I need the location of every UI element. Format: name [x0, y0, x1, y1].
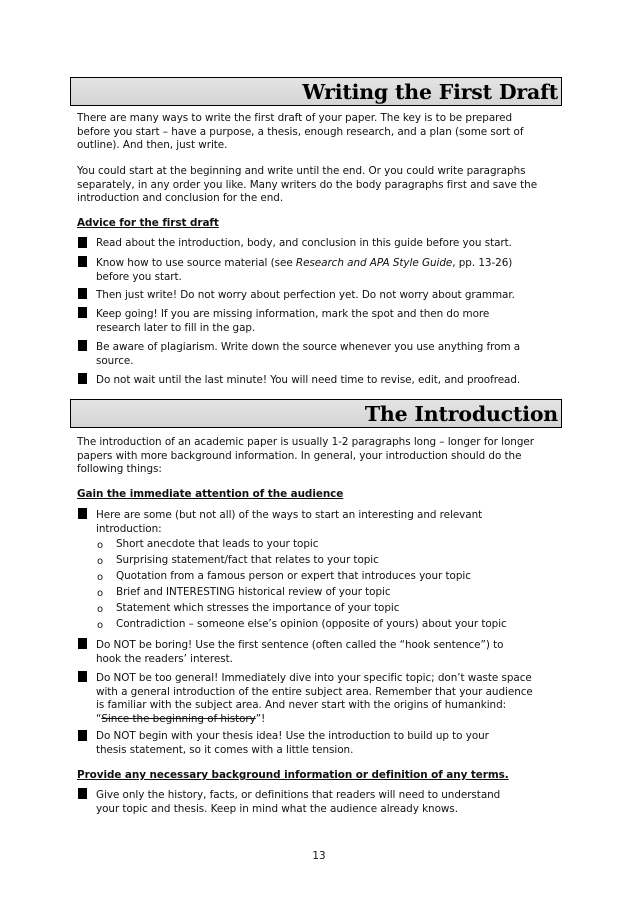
paragraph-line: The introduction of an academic paper is usually 1-2 paragraphs long – longer for longer: [77, 436, 534, 448]
bullet-text: Give only the history, facts, or definitions that readers will need to understand: [96, 789, 501, 801]
bullet-text: research later to fill in the gap.: [96, 321, 256, 334]
bullet-text: hook the readers’ interest.: [96, 652, 233, 665]
bullet-text: Do NOT begin with your thesis idea! Use the introduction to build up to your: [96, 730, 489, 742]
bullet-square-icon: [78, 373, 87, 384]
page-number: 13: [312, 850, 326, 862]
sub-bullet-text: Short anecdote that leads to your topic: [116, 538, 319, 550]
bullet-text: is familiar with the subject area. And never start with the origins of humankind:: [96, 699, 507, 711]
bullet-text: with a general introduction of the entire subject area. Remember that your audience: [96, 685, 533, 698]
struck-example: Since the beginning of history: [101, 712, 256, 725]
bullet-text: thesis statement, so it comes with a little tension.: [96, 743, 354, 756]
bullet-text: Keep going! If you are missing information, mark the spot and then do more: [96, 308, 490, 320]
bullet-square-icon: [78, 730, 87, 741]
bullet-square-icon: [78, 788, 87, 799]
bullet-square-icon: [78, 307, 87, 318]
bullet-text: Here are some (but not all) of the ways to start an interesting and relevant: [96, 509, 483, 521]
sub-bullet-circle-icon: o: [97, 572, 104, 583]
sub-bullet-circle-icon: o: [97, 588, 104, 599]
bullet-text: “Since the beginning of history”!: [96, 712, 266, 725]
section-heading: Writing the First Draft: [302, 80, 558, 104]
subheading: Provide any necessary background information or definition of any terms.: [77, 769, 509, 781]
bullet-text: Then just write! Do not worry about perfection yet. Do not worry about grammar.: [96, 289, 515, 301]
paragraph-line: outline). And then, just write.: [77, 139, 228, 151]
sub-bullet-circle-icon: o: [97, 604, 104, 615]
paragraph-line: following things:: [77, 463, 162, 475]
subheading: Gain the immediate attention of the audience: [77, 488, 344, 500]
sub-bullet-circle-icon: o: [97, 556, 104, 567]
bullet-square-icon: [78, 671, 87, 682]
sub-bullet-circle-icon: o: [97, 620, 104, 631]
section-heading-bar: [70, 399, 562, 428]
paragraph-line: before you start – have a purpose, a thesis, enough research, and a plan (some sort of: [77, 125, 524, 138]
bullet-text: your topic and thesis. Keep in mind what the audience already knows.: [96, 802, 458, 815]
bullet-text: Do NOT be boring! Use the first sentence (often called the “hook sentence”) to: [96, 639, 504, 651]
paragraph-line: introduction and conclusion for the end.: [77, 192, 284, 204]
bullet-text: Do not wait until the last minute! You will need time to revise, edit, and proofread.: [96, 374, 521, 386]
section-heading: The Introduction: [364, 402, 558, 426]
sub-bullet-text: Statement which stresses the importance of your topic: [116, 602, 400, 614]
sub-bullet-circle-icon: o: [97, 540, 104, 551]
bullet-square-icon: [78, 340, 87, 351]
bullet-square-icon: [78, 508, 87, 519]
bullet-text: Do NOT be too general! Immediately dive into your specific topic; don’t waste space: [96, 672, 532, 684]
sub-bullet-text: Contradiction – someone else’s opinion (opposite of yours) about your topic: [116, 618, 507, 630]
section-heading-bar: [70, 77, 562, 106]
sub-bullet-text: Brief and INTERESTING historical review of your topic: [116, 586, 391, 598]
bullet-square-icon: [78, 288, 87, 299]
paragraph-line: papers with more background information. In general, your introduction should do the: [77, 449, 522, 462]
bullet-square-icon: [78, 237, 87, 248]
sub-bullet-text: Quotation from a famous person or expert that introduces your topic: [116, 570, 471, 582]
bullet-text: source.: [96, 354, 134, 367]
paragraph-line: There are many ways to write the first draft of your paper. The key is to be prepared: [77, 112, 513, 124]
bullet-text: Read about the introduction, body, and conclusion in this guide before you start.: [96, 237, 512, 249]
subheading: Advice for the first draft: [77, 217, 219, 229]
bullet-text: before you start.: [96, 270, 182, 283]
paragraph-line: You could start at the beginning and write until the end. Or you could write paragraphs: [77, 165, 526, 177]
bullet-square-icon: [78, 638, 87, 649]
paragraph-line: separately, in any order you like. Many writers do the body paragraphs first and save the: [77, 178, 538, 191]
bullet-text: introduction:: [96, 522, 162, 535]
bullet-square-icon: [78, 256, 87, 267]
bullet-text: Be aware of plagiarism. Write down the source whenever you use anything from a: [96, 341, 521, 353]
bullet-text: Know how to use source material (see Research and APA Style Guide, pp. 13-26): [96, 257, 513, 269]
sub-bullet-text: Surprising statement/fact that relates to your topic: [116, 554, 379, 566]
